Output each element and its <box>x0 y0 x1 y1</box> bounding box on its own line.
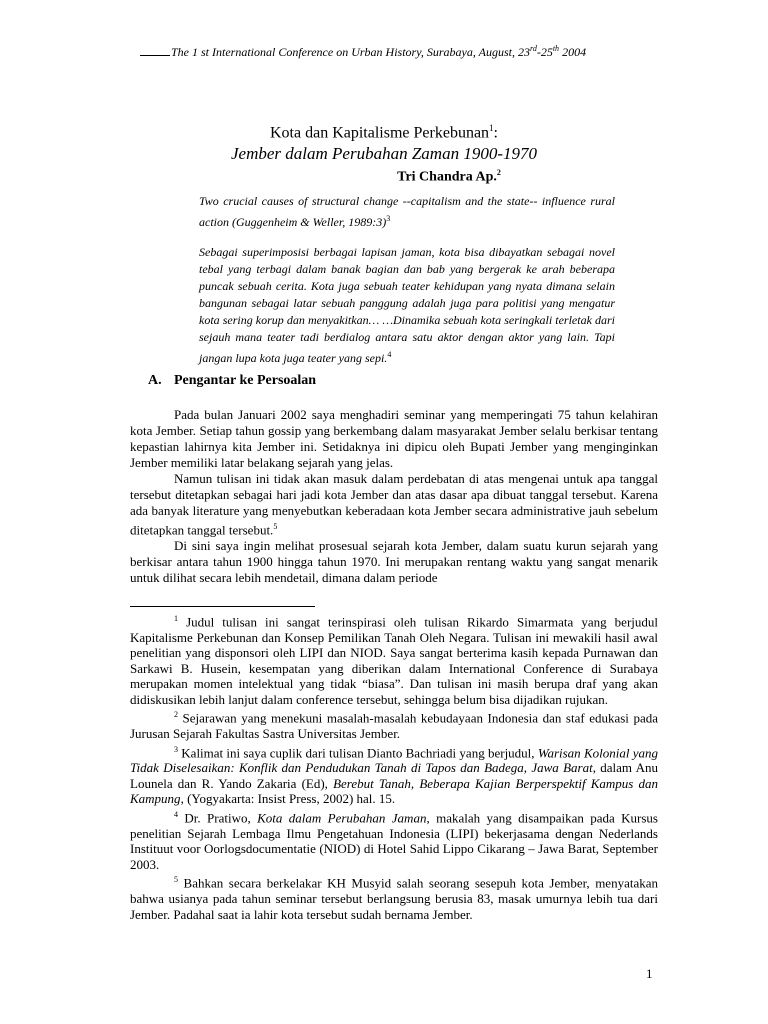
page-number: 1 <box>646 966 653 981</box>
footnote-3: $^3$ Kalimat ini saya cuplik dari tulisan Dianto Bachriadi yang berjudul, Warisan Kolonial yang Tidak Diselesaikan: Konflik dan Pendudukan Tanah di Tapos dan Badega, Jawa Barat, dalam Anu Lounela dan R. Yando Zakaria (Ed), Berebut Tanah, Beberapa Kajian Berperspektif Kampus dan Kampung, (Yogyakarta: Insist Press, 2002) hal. 15. <box>130 744 659 807</box>
title-line-2: Jember dalam Perubahan Zaman 1900-1970 <box>231 144 537 164</box>
footnote-ref-4: 4 <box>387 350 392 359</box>
paragraph: Namun tulisan ini tidak akan masuk dalam perdebatan di atas mengenai untuk apa tanggal tersebut ditetapkan sebagai hari jadi kota Jember dan atas dasar apa dibuat tanggal tersebut. Karena ada banyak literature yang menyebutkan keberadaan kota Jember secara administrative jauh sebelum ditetapkan tanggal tersebut.$^5$ <box>130 471 658 538</box>
epigraph-2: Sebagai superimposisi berbagai lapisan jaman, kota bisa dibayatkan sebagai novel tebal yang terbagi dalam banak bagian dan bab yang bergerak ke arah beberapa puncak sebuah cerita. Kota juga sebuah teater kehidupan yang nyata dimana selain bangunan sebagai latar sebuah panggung adalah juga para politisi yang mengatur kota sering korup dan menyakitkan… …Dinamika sebuah kota seringkali terletak dari sejauh mana teater tadi berdialog antara satu aktor dengan aktor yang lain. Tapi jangan lupa kota juga teater yang sepi.$^4$ <box>199 245 615 365</box>
title-block <box>0 118 768 187</box>
footnote-ref-1: 1 <box>489 123 494 133</box>
running-header: The 1 st International Conference on Urban History, Surabaya, August, 23rd-25th 2004 <box>140 44 660 60</box>
footnote-ref-2: 2 <box>496 168 501 178</box>
header-rule <box>140 55 170 56</box>
author: Tri Chandra Ap.$^2$ <box>397 168 501 185</box>
footnote-separator <box>130 606 315 607</box>
footnote-5: $^5$ Bahkan secara berkelakar KH Musyid salah seorang sesepuh kota Jember, menyatakan bahwa usianya pada tahun seminar tersebut berlangsung berusia 83, masak umurnya lebih tua dari Jember. Padahal saat ia lahir kota tersebut sudah bernama Jember. <box>130 875 659 922</box>
footnote-1: $^1$ Judul tulisan ini sangat terinspirasi oleh tulisan Rikardo Simarmata yang berjudul Kapitalisme Perkebunan dan Konsep Pemilikan Tanah Oleh Negara. Tulisan ini mewakili hasil awal penelitian yang disponsori oleh LIPI dan NIOD. Saya sangat berterima kasih kepada Purnawan dan Sarkawi B. Husein, kesempatan yang diberikan dalam International Conference di Surabaya merupakan momen intelektual yang tidak “biasa”. Dan tulisan ini masih berupa draf yang akan didiskusikan lebih lanjut dalam conference tersebut, sehingga belum bisa dijadikan rujukan. <box>130 614 659 707</box>
footnote-4: $^4$ Dr. Pratiwo, Kota dalam Perubahan Jaman, makalah yang disampaikan pada Kursus penelitian Sejarah Lembaga Ilmu Pengetahuan Indonesia (LIPI) bekerjasama dengan Nederlands Instituut voor Oorlogsdocumentatie (NIOD) di Hotel Sahid Lippo Cikarang – Jawa Barat, September 2003. <box>130 809 658 872</box>
title-line-1: Kota dan Kapitalisme Perkebunan$^1$: <box>270 123 498 142</box>
section-title: Pengantar ke Persoalan <box>174 373 317 388</box>
paragraph: Di sini saya ingin melihat prosesual sejarah kota Jember, dalam suatu kurun sejarah yang berkisar antara tahun 1900 hingga tahun 1970. Ini merupakan rentang waktu yang sangat menarik untuk dilihat secara lebih mendetail, dimana dalam periode <box>130 538 658 586</box>
footnote-2: $^2$ Sejarawan yang menekuni masalah-masalah kebudayaan Indonesia dan staf edukasi pada Jurusan Sejarah Fakultas Sastra Universitas Jember. <box>130 710 658 742</box>
body-text <box>130 407 658 586</box>
footnotes <box>130 611 658 922</box>
epigraph-1: Two crucial causes of structural change --capitalism and the state-- influence rural action (Guggenheim & Weller, 1989:3)$^3$ <box>199 194 615 229</box>
section-heading <box>148 373 316 389</box>
paragraph: Pada bulan Januari 2002 saya menghadiri seminar yang memperingati 75 tahun kelahiran kota Jember. Setiap tahun gossip yang berkembang dalam masyarakat Jember selalu berkisar tentang kepastian lahirnya kita Jember ini. Setidaknya ini dipicu oleh Bupati Jember yang menginginkan Jember memiliki latar belakang sejarah yang jelas. <box>130 407 658 470</box>
footnote-ref-3: 3 <box>386 214 391 223</box>
section-number: A. <box>148 373 162 388</box>
footnote-ref-5: 5 <box>273 522 278 531</box>
